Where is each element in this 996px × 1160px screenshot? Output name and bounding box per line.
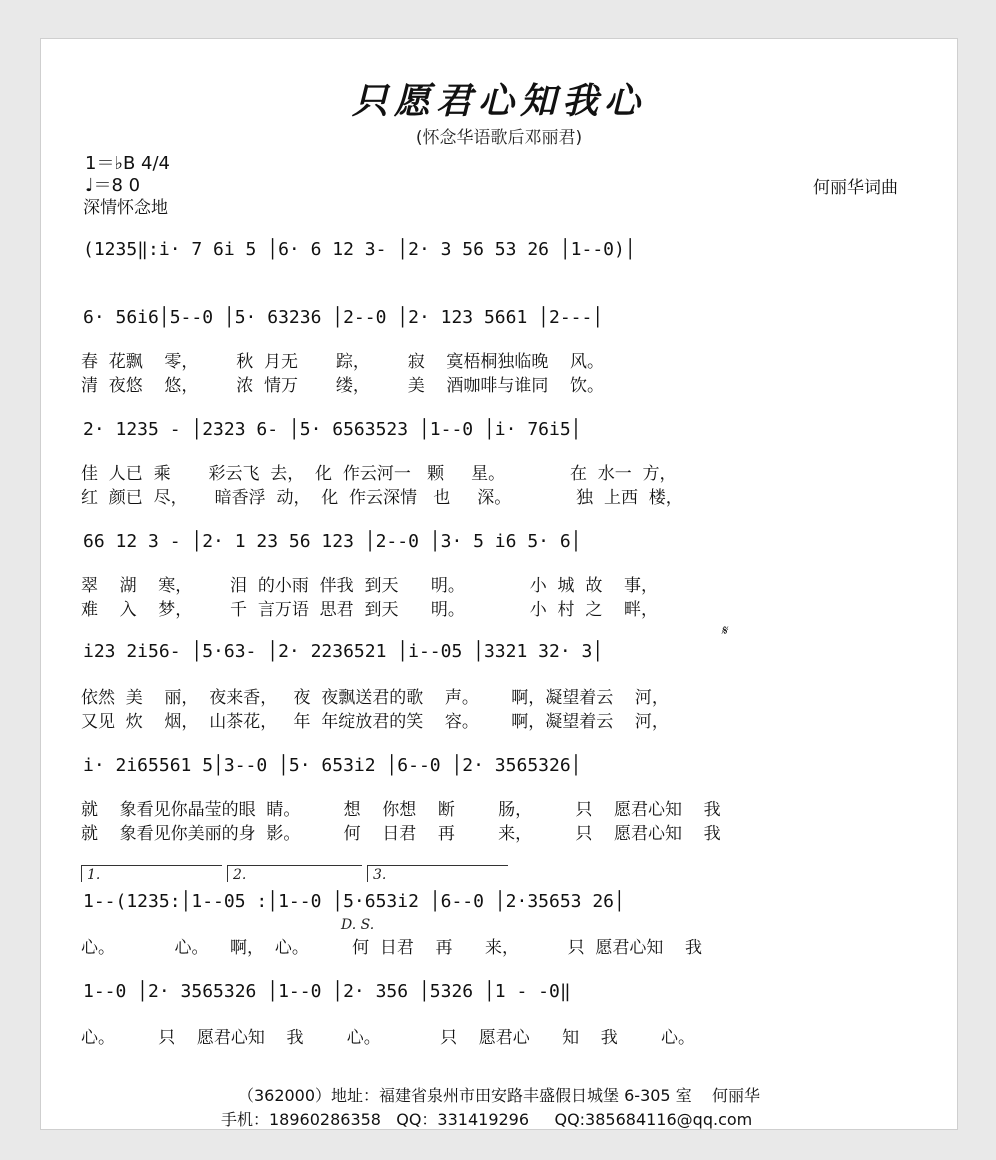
- lyric-line-3b: 红 颜已 尽， 暗香浮 动， 化 作云深情 也 深。 独 上西 楼，: [81, 488, 683, 508]
- notation-line-3: 2· 1235 - │2323 6- │5· 6563523 │1--0 │i· 76i5│: [83, 419, 582, 440]
- notation-line-7: 1--(1235:│1--05 :│1--0 │5·653i2 │6--0 │2·35653 26│: [83, 891, 625, 912]
- ending-label-3: 3.: [373, 867, 387, 883]
- lyric-line-6b: 就 象看见你美丽的身 影。 何 日君 再 来， 只 愿君心知 我: [81, 824, 721, 844]
- song-title: 只愿君心知我心: [351, 80, 646, 122]
- ending-bracket-1: [81, 865, 222, 882]
- composer-credit: 何丽华词曲: [813, 178, 898, 198]
- ending-bracket-2: [227, 865, 362, 882]
- key-signature: 1＝♭B 4/4: [85, 153, 170, 174]
- song-subtitle: (怀念华语歌后邓丽君): [415, 128, 583, 148]
- lyric-line-7: 心。 心。 啊， 心。 何 日君 再 来， 只 愿君心知 我: [81, 938, 702, 958]
- tempo-marking: ♩＝8 0: [85, 175, 141, 196]
- notation-line-5: i23 2i56- │5·63- │2· 2236521 │i--05 │3321 32· 3│: [83, 641, 604, 662]
- segno-mark: 𝄋: [721, 623, 728, 639]
- lyric-line-2a: 春 花飘 零， 秋 月无 踪， 寂 寞梧桐独临晚 风。: [81, 352, 604, 372]
- lyric-line-5b: 又见 炊 烟， 山茶花， 年 年绽放君的笑 容。 啊，凝望着云 河，: [81, 712, 669, 732]
- lyric-line-6a: 就 象看见你晶莹的眼 睛。 想 你想 断 肠， 只 愿君心知 我: [81, 800, 721, 820]
- notation-line-2: 6· 56i6│5--0 │5· 63236 │2--0 │2· 123 5661 │2---│: [83, 307, 604, 328]
- score-sheet: [40, 38, 958, 1130]
- notation-line-1: (1235‖:i· 7 6i 5 │6· 6 12 3- │2· 3 56 53 26 │1--0)│: [83, 239, 636, 260]
- lyric-line-2b: 清 夜悠 悠， 浓 情万 缕， 美 酒咖啡与谁同 饮。: [81, 376, 604, 396]
- lyric-line-5a: 依然 美 丽， 夜来香， 夜 夜飘送君的歌 声。 啊，凝望着云 河，: [81, 688, 669, 708]
- contact-address: （362000）地址：福建省泉州市田安路丰盛假日城堡 6-305 室 何丽华: [237, 1086, 761, 1105]
- notation-line-6: i· 2i65561 5│3--0 │5· 653i2 │6--0 │2· 3565326│: [83, 755, 582, 776]
- ending-bracket-3: [367, 865, 508, 882]
- contact-phone: 手机：18960286358 QQ：331419296 QQ:385684116@qq.com: [221, 1110, 753, 1129]
- ds-marking: D. S.: [341, 917, 375, 933]
- ending-label-1: 1.: [87, 867, 101, 883]
- lyric-line-4b: 难 入 梦， 千 言万语 思君 到天 明。 小 村 之 畔，: [81, 600, 658, 620]
- expression-marking: 深情怀念地: [83, 198, 168, 218]
- notation-line-8: 1--0 │2· 3565326 │1--0 │2· 356 │5326 │1 - -0‖: [83, 981, 571, 1002]
- lyric-line-3a: 佳 人已 乘 彩云飞 去， 化 作云河一 颗 星。 在 水一 方，: [81, 464, 677, 484]
- ending-label-2: 2.: [233, 867, 247, 883]
- lyric-line-4a: 翠 湖 寒， 泪 的小雨 伴我 到天 明。 小 城 故 事，: [81, 576, 658, 596]
- notation-line-4: 66 12 3 - │2· 1 23 56 123 │2--0 │3· 5 i6 5· 6│: [83, 531, 582, 552]
- lyric-line-8: 心。 只 愿君心知 我 心。 只 愿君心 知 我 心。: [81, 1028, 696, 1048]
